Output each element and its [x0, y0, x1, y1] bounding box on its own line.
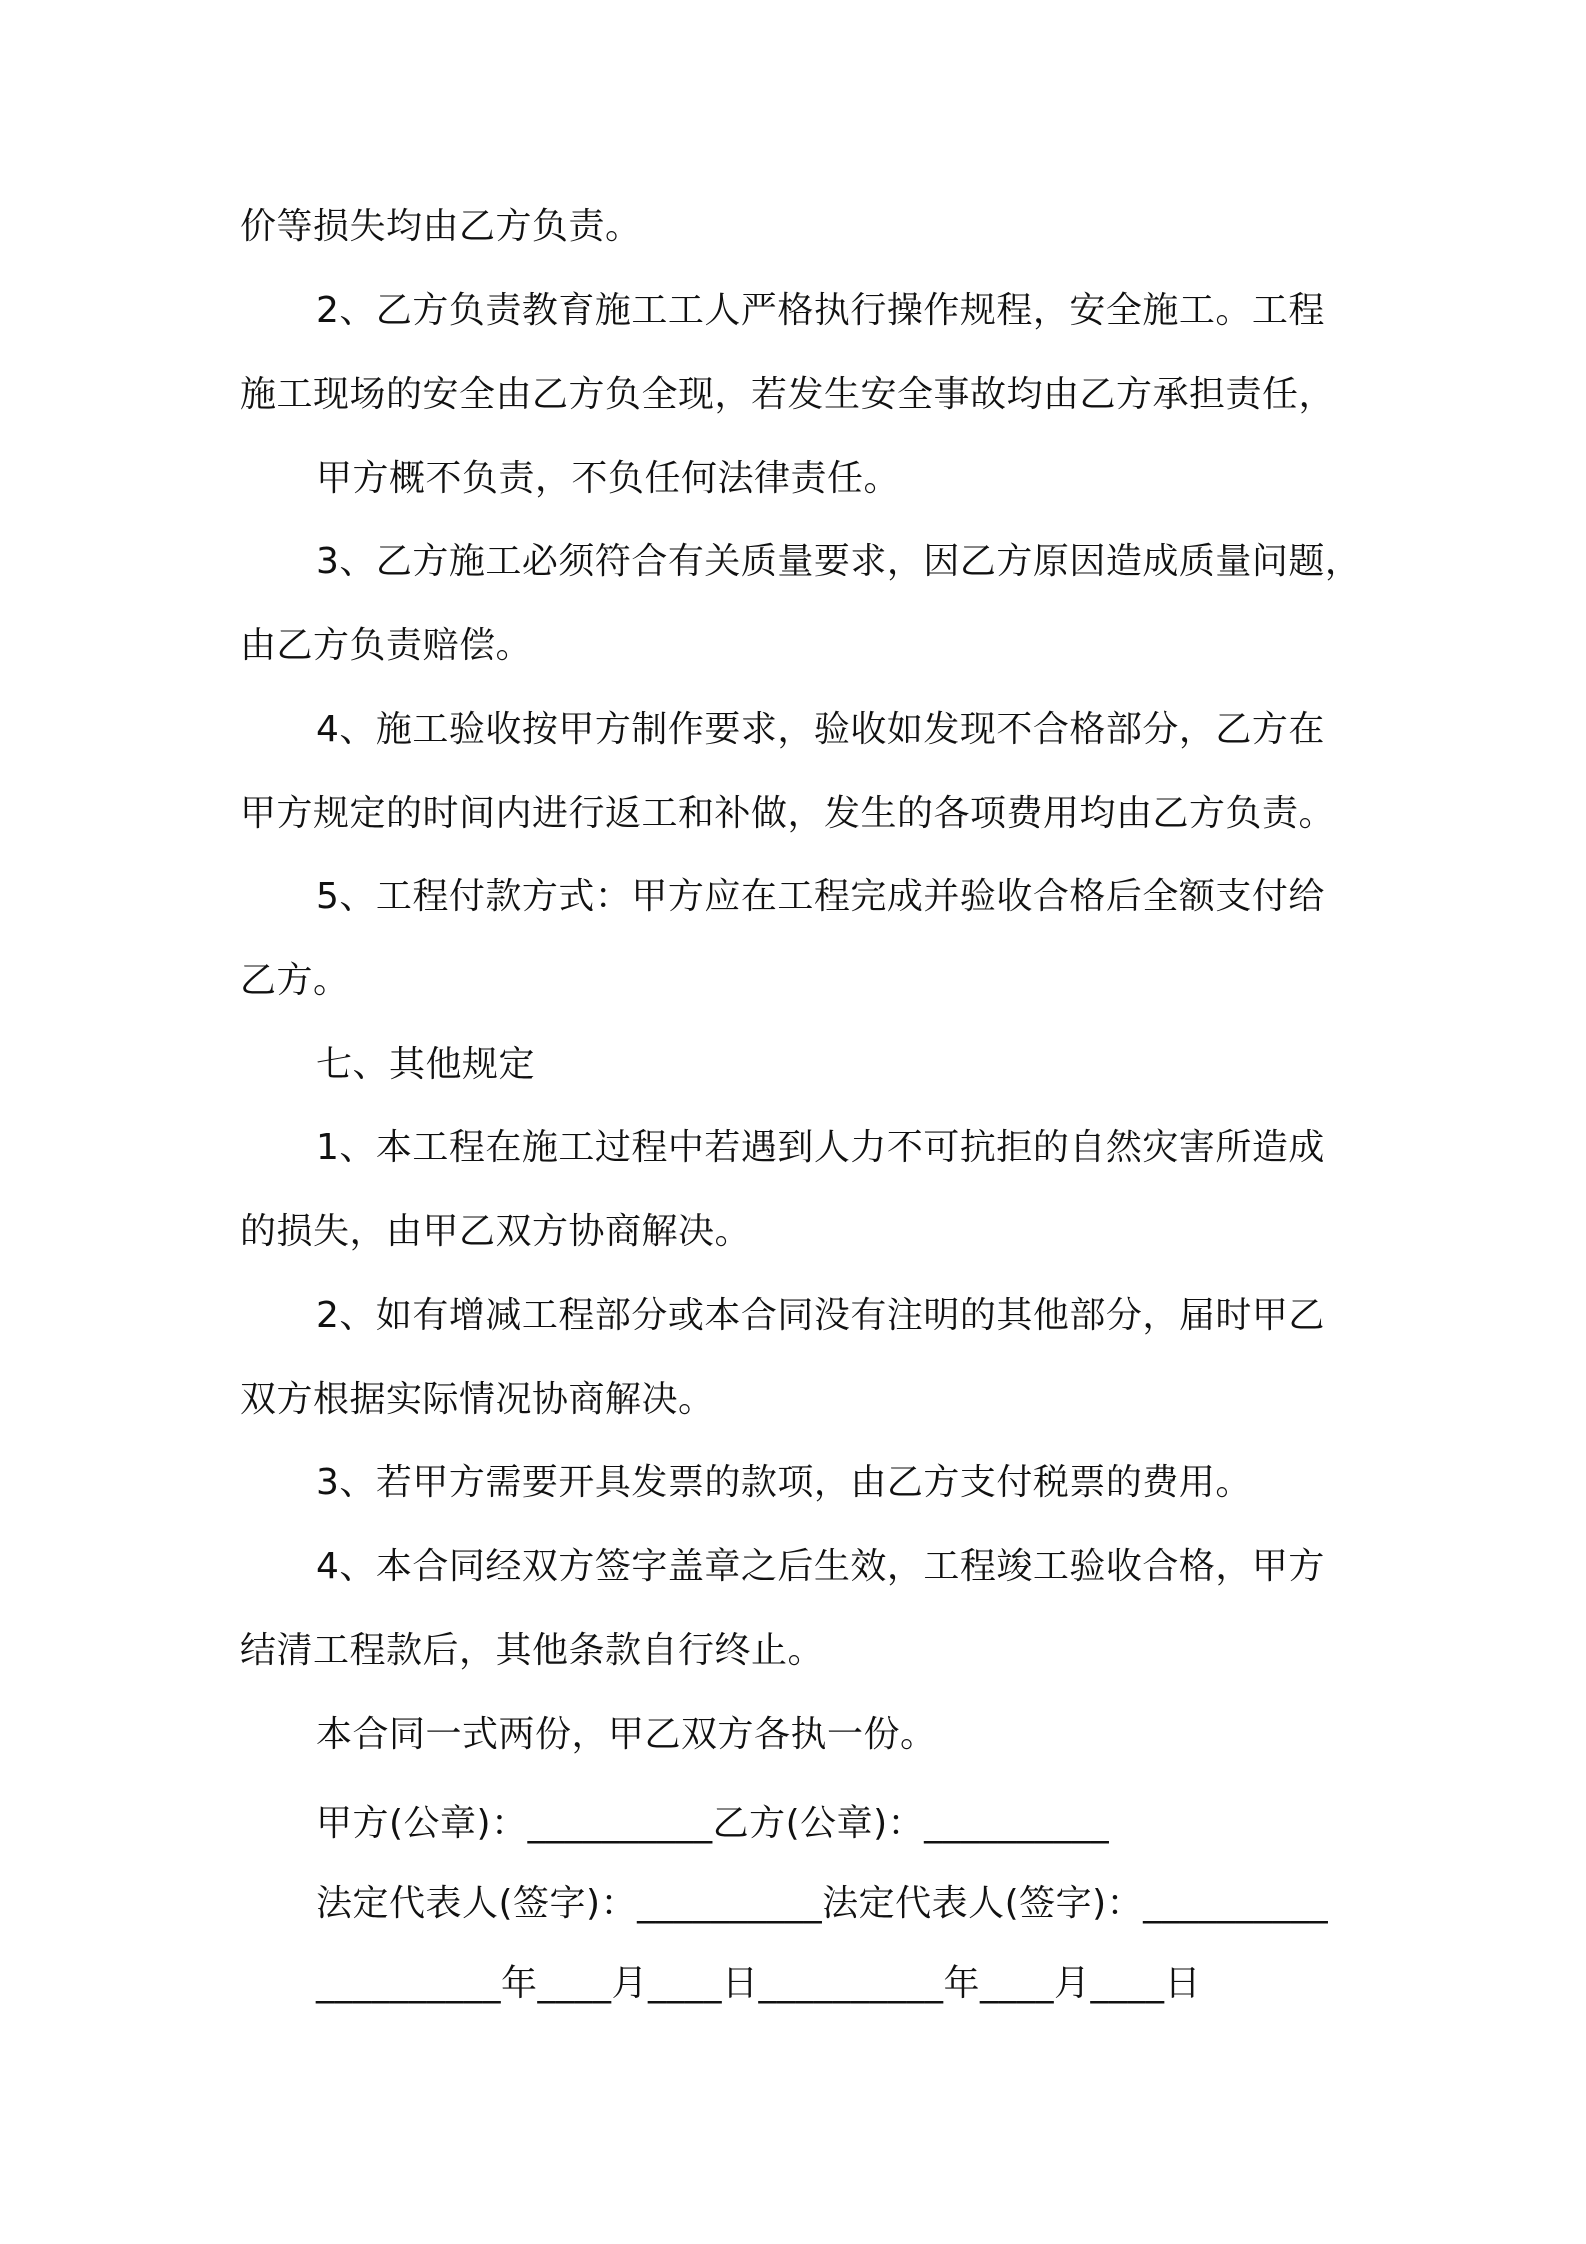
- clause-2-safety-cont: 施工现场的安全由乙方负全现，若发生安全事故均由乙方承担责任，: [240, 374, 1336, 415]
- s7-clause-1-start: 1、本工程在施工过程中若遇到人力不可抗拒的自然灾害所造成: [316, 1127, 1325, 1168]
- clause-3-quality-end: 由乙方负责赔偿。: [240, 625, 533, 666]
- clause-5-payment-start: 5、工程付款方式：甲方应在工程完成并验收合格后全额支付给: [316, 876, 1325, 917]
- clause-5-payment-end: 乙方。: [240, 960, 350, 1001]
- text-line-continuation: 价等损失均由乙方负责。: [240, 206, 642, 247]
- clause-4-acceptance-end: 甲方规定的时间内进行返工和补做，发生的各项费用均由乙方负责。: [240, 793, 1336, 834]
- seal-signature-line: 甲方(公章)：__________乙方(公章)：__________: [316, 1803, 1110, 1844]
- clause-2-safety-end: 甲方概不负责，不负任何法律责任。: [316, 458, 901, 499]
- representative-signature-line: 法定代表人(签字)：__________法定代表人(签字)：__________: [316, 1883, 1329, 1924]
- clause-3-quality-start: 3、乙方施工必须符合有关质量要求，因乙方原因造成质量问题，: [316, 541, 1362, 582]
- clause-2-safety-start: 2、乙方负责教育施工工人严格执行操作规程，安全施工。工程: [316, 290, 1325, 331]
- s7-clause-3: 3、若甲方需要开具发票的款项，由乙方支付税票的费用。: [316, 1462, 1252, 1503]
- s7-clause-4-end: 结清工程款后，其他条款自行终止。: [240, 1630, 825, 1671]
- date-signature-line: __________年____月____日__________年____月____日: [316, 1963, 1201, 2004]
- clause-4-acceptance-start: 4、施工验收按甲方制作要求，验收如发现不合格部分，乙方在: [316, 709, 1325, 750]
- section-7-heading: 七、其他规定: [316, 1044, 536, 1085]
- copies-statement: 本合同一式两份，甲乙双方各执一份。: [316, 1714, 937, 1755]
- s7-clause-2-end: 双方根据实际情况协商解决。: [240, 1379, 715, 1420]
- s7-clause-1-end: 的损失，由甲乙双方协商解决。: [240, 1211, 752, 1252]
- s7-clause-2-start: 2、如有增减工程部分或本合同没有注明的其他部分，届时甲乙: [316, 1295, 1325, 1336]
- s7-clause-4-start: 4、本合同经双方签字盖章之后生效，工程竣工验收合格，甲方: [316, 1546, 1325, 1587]
